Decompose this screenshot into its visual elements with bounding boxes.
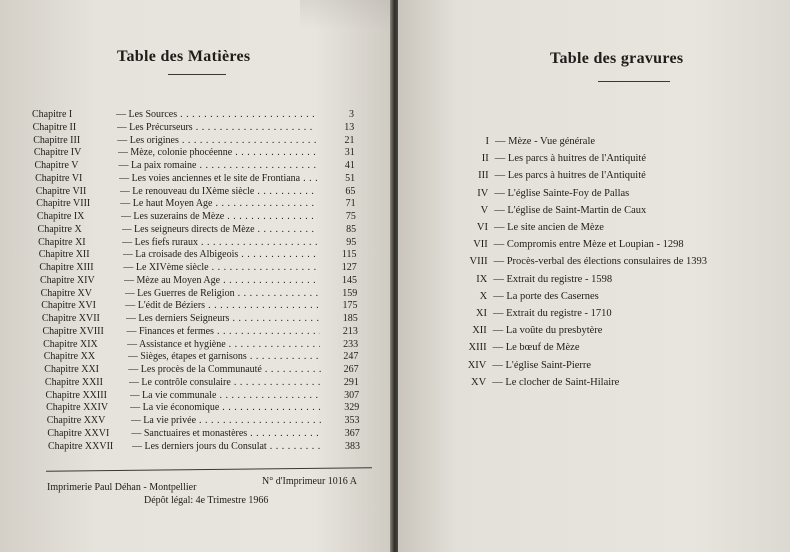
chapter-page: 3 [349,109,354,120]
left-page [0,0,392,552]
chapter-page: 267 [343,364,359,375]
imprint-number: N° d'Imprimeur 1016 A [262,476,357,487]
toc-row [34,147,355,159]
chapter-page: 175 [342,300,358,312]
chapter-page: 213 [342,325,358,337]
chapter-title: — Les voies anciennes et le site de Frontiana . . . [119,173,317,185]
chapter-page: 307 [344,389,360,401]
chapter-label: Chapitre II [32,121,77,133]
toc-row [44,351,359,363]
chapter-label: Chapitre XXIII [45,389,107,401]
chapter-title: — Les origines . . . [117,135,316,147]
engraving-title: — Extrait du registre - 1710 [493,308,612,319]
chapter-page: 95 [346,236,357,248]
toc-row [37,211,356,223]
chapter-label: Chapitre XXI [44,364,100,375]
chapter-title: — La vie communale . . . [130,390,322,402]
chapter-title: — La paix romaine . . . [118,160,316,172]
toc-row [43,339,358,351]
chapter-label: Chapitre XV [40,287,92,299]
chapter-title: — La vie privée . . . [131,415,322,427]
bleed-through-text [300,0,390,30]
toc-row [32,109,354,121]
engraving-title: — Extrait du registre - 1598 [493,273,613,285]
toc-row [42,313,358,325]
toc-row [47,428,359,440]
chapter-title: — Le haut Moyen Age . . . [120,198,317,210]
chapter-title: — Sanctuaires et monastères . . . [131,428,321,440]
chapter-label: Chapitre XIV [40,274,95,286]
chapter-title: — Les derniers Seigneurs . . . [126,313,320,325]
chapter-page: 41 [344,160,355,171]
chapter-label: Chapitre XVII [41,313,100,324]
chapter-title: — Le renouveau du IXème siècle . . . [120,186,318,198]
engraving-title: — L'église Saint-Pierre [492,359,592,371]
toc-row [38,224,357,236]
chapter-page: 65 [345,185,356,197]
engraving-number: X [479,290,488,302]
toc-row [39,262,356,274]
engraving-number: VIII [469,256,488,268]
chapter-page: 71 [345,198,356,210]
chapter-page: 185 [342,313,358,324]
chapter-page: 291 [343,376,359,388]
chapter-label: Chapitre VII [35,185,87,197]
chapter-title: — La croisade des Albigeois . . . [123,249,319,261]
chapter-label: Chapitre XX [43,351,96,363]
engraving-title: — Les parcs à huitres de l'Antiquité [494,153,646,165]
toc-row [39,249,357,261]
chapter-title: — Mèze, colonie phocéenne . . . [118,147,317,159]
toc-row [48,441,360,453]
chapter-label: Chapitre VIII [36,198,91,210]
chapter-label: Chapitre V [34,160,79,171]
chapter-label: Chapitre XIX [43,338,98,350]
toc-row [44,364,358,376]
chapter-label: Chapitre XXV [46,415,106,426]
chapter-title: — Assistance et hygiène . . . [127,339,320,351]
toc-row [36,198,355,210]
footer-rule [46,467,372,471]
chapter-title: — Le contrôle consulaire . . . [129,377,321,389]
chapter-page: 13 [344,121,355,133]
chapter-page: 127 [341,262,357,273]
toc-row [41,288,358,300]
chapter-page: 329 [344,402,360,414]
engraving-title: — Le site ancien de Mèze [494,222,604,233]
engraving-number: III [478,170,489,182]
engravings-title-rule [598,81,670,82]
toc-row [36,186,356,198]
chapter-page: 383 [345,440,360,452]
chapter-page: 145 [342,274,357,286]
chapter-title: — Les Précurseurs . . . [117,122,317,134]
chapter-label: Chapitre XXIV [46,402,109,414]
engraving-title: — La porte des Casernes [493,290,599,302]
chapter-title: — Les procès de la Communauté . . . [128,364,320,376]
right-page [398,0,790,552]
engraving-number: VI [476,222,488,233]
chapter-title: — Les seigneurs directs de Mèze . . . [122,224,319,236]
toc-row [34,160,354,172]
toc-row [35,173,355,185]
engraving-number: XIV [467,359,487,371]
chapter-page: 159 [342,287,358,299]
engraving-number: XV [471,376,487,388]
chapter-page: 353 [344,415,360,426]
chapter-page: 51 [345,172,356,184]
chapter-label: Chapitre I [32,109,73,120]
chapter-label: Chapitre XI [38,236,86,248]
engraving-title: — Mèze - Vue générale [495,136,596,147]
engraving-number: XI [475,308,487,319]
chapter-title: — Les derniers jours du Consulat . . . [132,441,322,453]
chapter-title: — Mèze au Moyen Age . . . [124,275,319,287]
engraving-title: — Le bœuf de Mèze [492,342,580,354]
chapter-label: Chapitre XIII [39,262,94,273]
engraving-title: — L'église de Saint-Martin de Caux [494,204,647,216]
chapter-title: — Finances et fermes . . . [126,326,319,338]
chapter-label: Chapitre XII [38,249,90,261]
toc-title: Table des Matières [117,48,251,65]
engraving-number: VII [473,239,488,251]
chapter-title: — Les Guerres de Religion . . . [125,288,320,300]
toc-row [46,402,359,414]
chapter-label: Chapitre XXII [44,376,103,388]
chapter-label: Chapitre VI [35,172,83,184]
engraving-number: II [481,153,489,165]
chapter-page: 247 [343,351,359,363]
engraving-number: I [485,136,489,147]
chapter-page: 75 [345,211,356,222]
toc-row [45,377,359,389]
chapter-label: Chapitre XXVI [47,427,110,439]
engraving-title: — La voûte du presbytère [492,325,603,337]
toc-row [41,300,357,312]
engraving-number: XIII [468,342,487,354]
engraving-title: — Le clocher de Saint-Hilaire [492,376,620,388]
chapter-title: — La vie économique . . . [130,402,321,414]
chapter-title: — Le XIVème siècle . . . [123,262,318,274]
engraving-title: — Procès-verbal des élections consulaires de 1393 [493,256,708,268]
engraving-title: — Compromis entre Mèze et Loupian - 1298 [493,239,684,251]
chapter-label: Chapitre III [33,134,81,146]
chapter-page: 85 [346,223,357,235]
toc-row [38,237,356,249]
chapter-title: — Les suzerains de Mèze . . . [121,211,318,223]
chapter-page: 115 [341,249,357,261]
engravings-title: Table des gravures [550,50,684,67]
chapter-label: Chapitre XVIII [42,325,104,337]
toc-row [33,122,355,134]
engraving-title: — Les parcs à huitres de l'Antiquité [494,170,646,182]
engraving-number: IV [477,187,489,199]
toc-row [40,275,357,287]
chapter-page: 21 [344,134,355,146]
chapter-label: Chapitre X [37,223,82,235]
chapter-label: Chapitre IV [33,147,82,159]
chapter-page: 31 [344,147,355,159]
engraving-number: V [480,204,489,216]
chapter-title: — L'édit de Béziers . . . [125,300,319,312]
engraving-number: XII [472,325,487,337]
toc-row [33,135,354,147]
chapter-label: Chapitre XXVII [48,440,114,452]
toc-row [42,326,357,338]
chapter-label: Chapitre IX [36,211,85,222]
chapter-page: 233 [343,338,359,350]
toc-title-rule [168,74,226,75]
chapter-title: — Les fiefs ruraux . . . [122,237,318,249]
toc-row [46,390,360,402]
legal-deposit: Dépôt légal: 4e Trimestre 1966 [144,495,269,506]
chapter-page: 367 [344,427,360,439]
chapter-label: Chapitre XVI [41,300,96,312]
chapter-title: — Les Sources . . . [116,109,316,121]
engraving-number: IX [476,273,488,285]
engraving-title: — L'église Sainte-Foy de Pallas [494,187,630,199]
printer-name: Imprimerie Paul Déhan - Montpellier [47,482,197,493]
chapter-title: — Sièges, étapes et garnisons . . . [128,351,321,363]
toc-row [47,415,360,427]
